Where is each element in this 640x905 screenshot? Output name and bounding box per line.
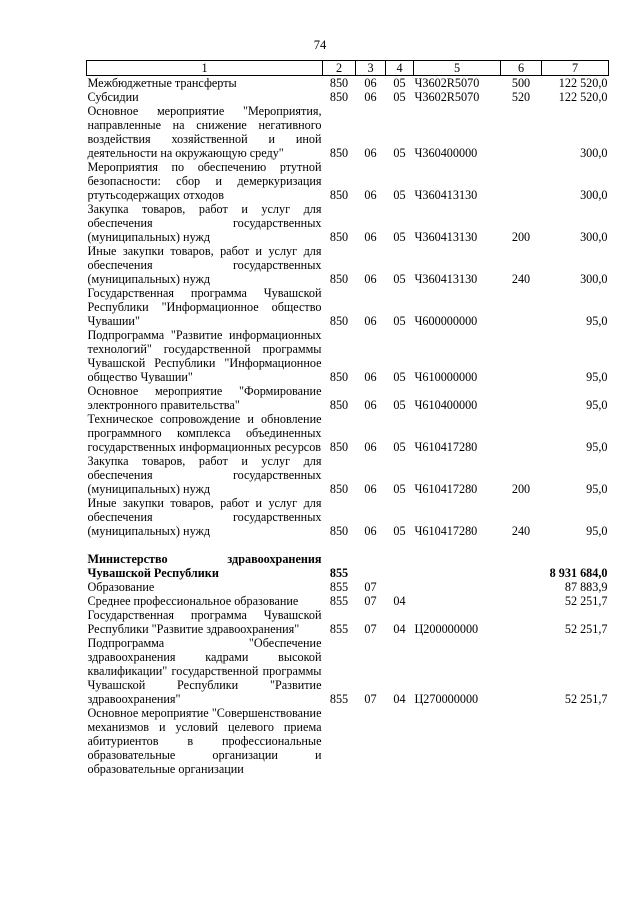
section-code-cell: 07 (364, 692, 377, 706)
target-article-cell: Ч610417280 (414, 482, 478, 496)
amount-cell: 95,0 (586, 314, 608, 328)
section-code-cell: 06 (364, 188, 377, 202)
subsection-code-cell (386, 580, 414, 594)
column-header-3: 3 (356, 61, 386, 76)
amount-cell: 52 251,7 (564, 692, 608, 706)
row-name-cell: Образование (87, 580, 155, 594)
table-row (87, 76, 609, 91)
expense-type-cell: 200 (511, 482, 531, 496)
expense-type-cell (501, 286, 542, 328)
subsection-code-cell: 05 (393, 524, 406, 538)
target-article-cell (414, 706, 501, 776)
ministry-code-cell: 855 (329, 580, 349, 594)
column-header-7: 7 (542, 61, 609, 76)
ministry-code-cell (323, 706, 356, 776)
table-row (87, 636, 609, 706)
subsection-code-cell: 05 (393, 230, 406, 244)
ministry-code-cell: 850 (329, 188, 349, 202)
table-row (87, 104, 609, 160)
ministry-code-cell: 850 (329, 482, 349, 496)
row-name-cell: Межбюджетные трансферты (87, 76, 237, 90)
subsection-code-cell: 04 (393, 622, 406, 636)
expense-type-cell (501, 552, 542, 580)
subsection-code-cell (386, 706, 414, 776)
ministry-code-cell: 850 (329, 440, 349, 454)
expense-type-cell (501, 636, 542, 706)
column-header-2: 2 (323, 61, 356, 76)
amount-cell: 122 520,0 (558, 90, 608, 104)
row-name-cell: Основное мероприятие "Совершенствование механизмов и условий целевого приема абитуриентов в профессиональные образовательные организации и образовательные организации (87, 706, 322, 776)
table-row (87, 552, 609, 580)
subsection-code-cell: 05 (393, 272, 406, 286)
expense-type-cell (501, 328, 542, 384)
amount-cell: 122 520,0 (558, 76, 608, 90)
table-row (87, 412, 609, 454)
table-row (87, 454, 609, 496)
target-article-cell: Ч610000000 (414, 370, 478, 384)
table-row (87, 90, 609, 104)
subsection-code-cell: 05 (393, 398, 406, 412)
table-row (87, 580, 609, 594)
subsection-code-cell: 05 (393, 482, 406, 496)
ministry-code-cell: 850 (329, 370, 349, 384)
subsection-code-cell: 05 (393, 146, 406, 160)
row-name-cell: Иные закупки товаров, работ и услуг для обеспечения государственных (муниципальных) нужд (87, 244, 322, 286)
subsection-code-cell: 04 (393, 692, 406, 706)
row-name-cell: Министерство здравоохранения Чувашской Республики (87, 552, 322, 580)
column-header-5: 5 (414, 61, 501, 76)
amount-cell: 95,0 (586, 482, 608, 496)
section-code-cell: 06 (364, 524, 377, 538)
expense-type-cell (501, 384, 542, 412)
ministry-code-cell: 850 (329, 90, 349, 104)
page-number: 74 (313, 38, 327, 52)
row-name-cell: Мероприятия по обеспечению ртутной безопасности: сбор и демеркуризация ртутьсодержащих отходов (87, 160, 322, 202)
expense-type-cell: 500 (511, 76, 531, 90)
row-name-cell: Иные закупки товаров, работ и услуг для обеспечения государственных (муниципальных) нужд (87, 496, 322, 538)
target-article-cell: Ч610400000 (414, 398, 478, 412)
section-code-cell (356, 552, 386, 580)
row-name-cell: Подпрограмма "Развитие информационных технологий" государственной программы Чувашской Республики "Информационное общество Чувашии" (87, 328, 322, 384)
amount-cell: 95,0 (586, 398, 608, 412)
spacer-row (87, 538, 609, 552)
amount-cell: 300,0 (580, 272, 608, 286)
row-name-cell: Государственная программа Чувашской Республики "Информационное общество Чувашии" (87, 286, 322, 328)
target-article-cell (414, 594, 501, 608)
amount-cell: 95,0 (586, 440, 608, 454)
section-code-cell: 06 (364, 146, 377, 160)
row-name-cell: Закупка товаров, работ и услуг для обеспечения государственных (муниципальных) нужд (87, 454, 322, 496)
expense-type-cell: 240 (511, 272, 531, 286)
table-header-row (87, 61, 609, 76)
section-code-cell: 07 (364, 622, 377, 636)
target-article-cell: Ч600000000 (414, 314, 478, 328)
expense-type-cell: 200 (511, 230, 531, 244)
ministry-code-cell: 850 (329, 230, 349, 244)
section-code-cell: 07 (364, 580, 377, 594)
table-row (87, 608, 609, 636)
table-row (87, 202, 609, 244)
ministry-code-cell: 850 (329, 76, 349, 90)
expense-type-cell (501, 608, 542, 636)
section-code-cell: 06 (364, 398, 377, 412)
expense-type-cell (501, 706, 542, 776)
target-article-cell: Ч360413130 (414, 230, 478, 244)
subsection-code-cell (386, 552, 414, 580)
table-row (87, 244, 609, 286)
table-row (87, 384, 609, 412)
ministry-code-cell: 855 (329, 594, 349, 608)
ministry-code-cell: 850 (329, 314, 349, 328)
ministry-code-cell: 850 (329, 272, 349, 286)
expense-type-cell: 240 (511, 524, 531, 538)
amount-cell: 52 251,7 (564, 594, 608, 608)
expense-type-cell (501, 594, 542, 608)
target-article-cell (414, 552, 501, 580)
amount-cell: 52 251,7 (564, 622, 608, 636)
row-name-cell: Субсидии (87, 90, 139, 104)
row-name-cell: Среднее профессиональное образование (87, 594, 299, 608)
row-name-cell: Техническое сопровождение и обновление программного комплекса объединенных государственных информационных ресурсов (87, 412, 322, 454)
ministry-code-cell: 850 (329, 524, 349, 538)
ministry-code-cell: 855 (329, 566, 349, 580)
section-code-cell: 06 (364, 314, 377, 328)
table-row (87, 706, 609, 776)
table-row (87, 496, 609, 538)
target-article-cell: Ч3602R5070 (414, 90, 480, 104)
amount-cell: 300,0 (580, 146, 608, 160)
section-code-cell: 06 (364, 482, 377, 496)
expense-type-cell (501, 160, 542, 202)
subsection-code-cell: 05 (393, 314, 406, 328)
subsection-code-cell: 05 (393, 90, 406, 104)
amount-cell: 300,0 (580, 188, 608, 202)
column-header-6: 6 (501, 61, 542, 76)
column-header-1: 1 (87, 61, 323, 76)
target-article-cell: Ц270000000 (414, 692, 479, 706)
ministry-code-cell: 855 (329, 622, 349, 636)
column-header-4: 4 (386, 61, 414, 76)
target-article-cell: Ч360413130 (414, 188, 478, 202)
row-name-cell: Закупка товаров, работ и услуг для обеспечения государственных (муниципальных) нужд (87, 202, 322, 244)
row-name-cell: Государственная программа Чувашской Республики "Развитие здравоохранения" (87, 608, 322, 636)
section-code-cell: 07 (364, 594, 377, 608)
ministry-code-cell: 855 (329, 692, 349, 706)
section-code-cell: 06 (364, 370, 377, 384)
amount-cell: 300,0 (580, 230, 608, 244)
section-code-cell: 06 (364, 272, 377, 286)
amount-cell (542, 706, 609, 776)
spacer-cell (87, 538, 609, 552)
ministry-code-cell: 850 (329, 398, 349, 412)
budget-table (86, 60, 609, 776)
subsection-code-cell: 05 (393, 188, 406, 202)
ministry-code-cell: 850 (329, 146, 349, 160)
target-article-cell (414, 580, 501, 594)
target-article-cell: Ч360400000 (414, 146, 478, 160)
row-name-cell: Основное мероприятие "Формирование электронного правительства" (87, 384, 322, 412)
table-row (87, 160, 609, 202)
expense-type-cell: 520 (511, 90, 531, 104)
amount-cell: 95,0 (586, 524, 608, 538)
row-name-cell: Основное мероприятие "Мероприятия, направленные на снижение негативного воздействия хозяйственной и иной деятельности на окружающую среду" (87, 104, 322, 160)
target-article-cell: Ч3602R5070 (414, 76, 480, 90)
row-name-cell: Подпрограмма "Обеспечение здравоохранения кадрами высокой квалификации" государственной программы Чувашской Республики "Развитие здравоохранения" (87, 636, 322, 706)
section-code-cell: 06 (364, 76, 377, 90)
section-code-cell: 06 (364, 90, 377, 104)
target-article-cell: Ч610417280 (414, 440, 478, 454)
amount-cell: 87 883,9 (564, 580, 608, 594)
expense-type-cell (501, 104, 542, 160)
amount-cell: 95,0 (586, 370, 608, 384)
section-code-cell: 06 (364, 230, 377, 244)
target-article-cell: Ч360413130 (414, 272, 478, 286)
subsection-code-cell: 05 (393, 76, 406, 90)
target-article-cell: Ч610417280 (414, 524, 478, 538)
section-code-cell (356, 706, 386, 776)
section-code-cell: 06 (364, 440, 377, 454)
expense-type-cell (501, 580, 542, 594)
expense-type-cell (501, 412, 542, 454)
subsection-code-cell: 05 (393, 440, 406, 454)
amount-cell: 8 931 684,0 (549, 566, 608, 580)
table-row (87, 328, 609, 384)
table-row (87, 286, 609, 328)
subsection-code-cell: 04 (393, 594, 406, 608)
subsection-code-cell: 05 (393, 370, 406, 384)
table-row (87, 594, 609, 608)
table-body (87, 76, 609, 777)
target-article-cell: Ц200000000 (414, 622, 479, 636)
